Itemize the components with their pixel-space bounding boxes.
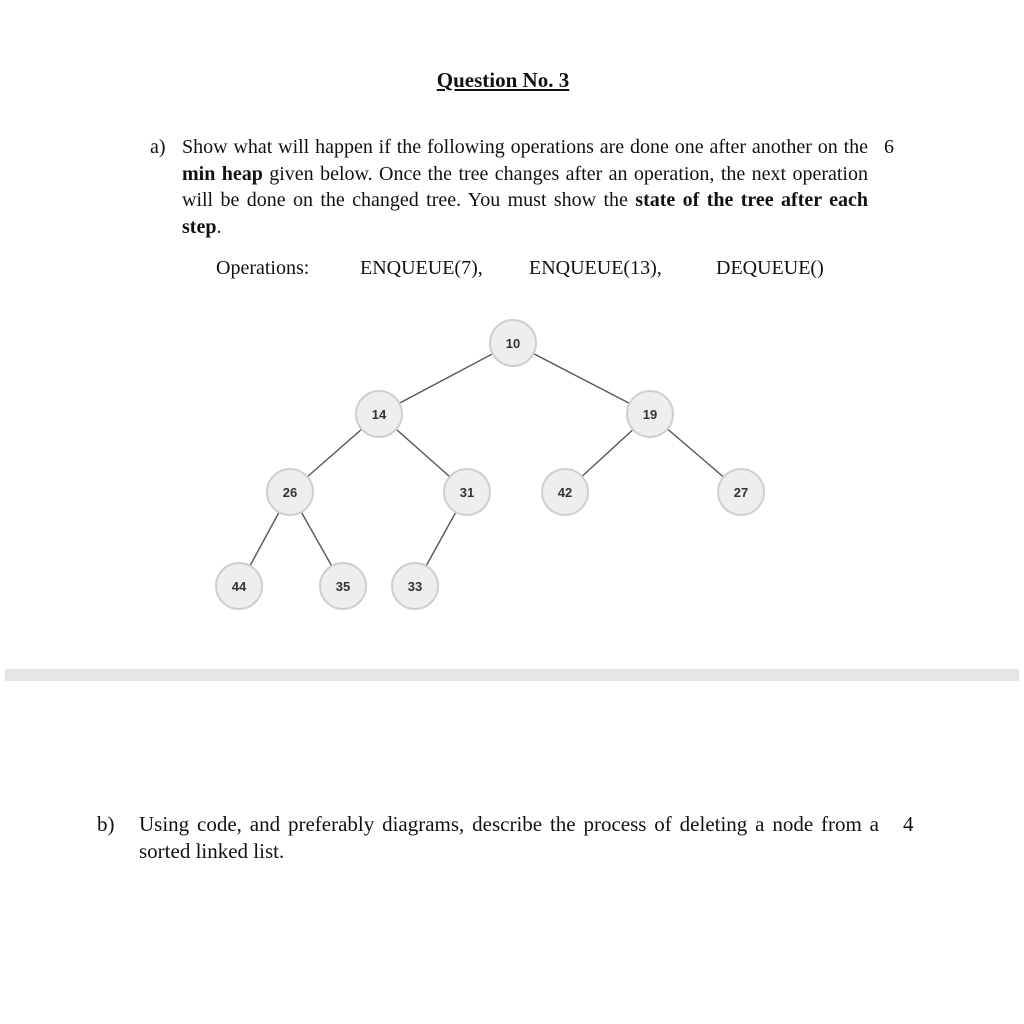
operation-dequeue: DEQUEUE() — [716, 257, 824, 279]
part-b-label: b) — [97, 812, 115, 836]
heap-node — [444, 469, 490, 515]
heap-node — [216, 563, 262, 609]
heap-node-label: 44 — [231, 579, 247, 594]
part-a-text-3: . — [216, 215, 222, 238]
operations-label: Operations: — [216, 257, 310, 279]
part-a-marks: 6 — [884, 136, 894, 158]
heap-node-label: 42 — [557, 485, 573, 500]
heap-node-label: 10 — [505, 336, 521, 351]
heap-node-label: 19 — [642, 407, 658, 422]
heap-node — [627, 391, 673, 437]
heap-node — [542, 469, 588, 515]
heap-node-label: 35 — [335, 579, 351, 594]
page-divider — [5, 669, 1019, 681]
operation-enqueue-7: ENQUEUE(7), — [360, 257, 483, 279]
part-b-marks: 4 — [903, 812, 914, 836]
operation-enqueue-13: ENQUEUE(13), — [529, 257, 662, 279]
heap-node — [718, 469, 764, 515]
part-a-bold-state: state of the tree after each step — [182, 189, 868, 238]
part-a-label: a) — [150, 136, 166, 158]
heap-edges — [239, 343, 741, 586]
part-a-text-2: given below. Once the tree changes after an operation, the next operation will be done on the changed tree. You must show the — [182, 162, 868, 211]
heap-node — [320, 563, 366, 609]
heap-node — [490, 320, 536, 366]
heap-node-label: 14 — [371, 407, 387, 422]
part-a-bold-min-heap: min heap — [182, 162, 263, 185]
heap-node — [267, 469, 313, 515]
heap-node-label: 26 — [282, 485, 298, 500]
part-a-text-1: Show what will happen if the following operations are done one after another on the — [182, 136, 868, 158]
question-title: Question No. 3 — [436, 68, 570, 92]
heap-node-label: 27 — [733, 485, 749, 500]
heap-node — [392, 563, 438, 609]
part-b-text: Using code, and preferably diagrams, describe the process of deleting a node from a sorted linked list. — [139, 812, 879, 863]
heap-node-label: 31 — [459, 485, 475, 500]
heap-node — [356, 391, 402, 437]
heap-node-label: 33 — [407, 579, 423, 594]
